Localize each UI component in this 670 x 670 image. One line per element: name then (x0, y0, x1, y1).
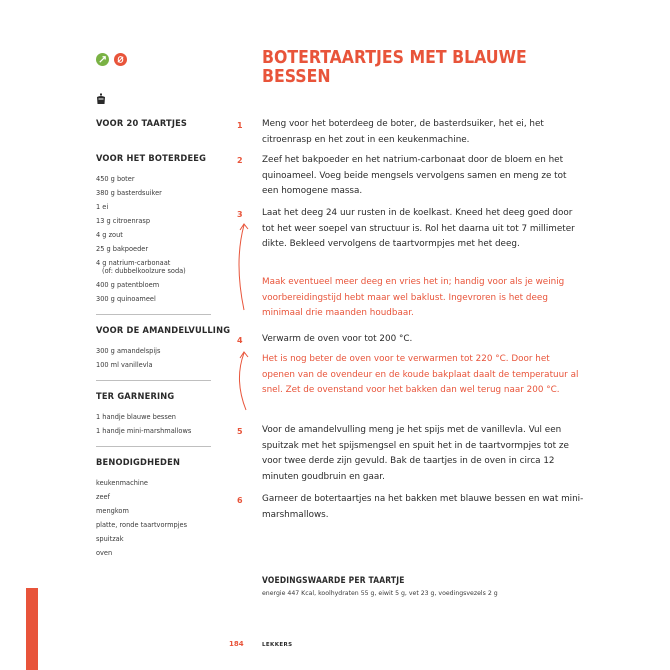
step-text: Voor de amandelvulling meng je het spijs met de vanillevla. Vul een spuitzak met het spijsmengsel en spuit het in de taartvormpjes tot ze voor twee derde zijn gevuld. Bak de taartjes in de oven in circa 12 minuten goudbruin en gaar. (262, 425, 569, 482)
step-number: 2 (237, 156, 243, 165)
section-boterdeeg (96, 153, 246, 306)
ingredient: 380 g basterdsuiker (96, 189, 162, 197)
pot-icon (96, 93, 106, 105)
recipe-title: BOTERTAARTJES MET BLAUWE BESSEN (262, 48, 527, 87)
step-text: Verwarm de oven voor tot 200 °C. (262, 334, 413, 344)
section-benodigdheden (96, 457, 246, 560)
tip-text: Het is nog beter de oven voor te verwarmen tot 220 °C. Door het openen van de ovendeur en de koude bakplaat daalt de temperatuur al snel. Zet de ovenstand voor het bakken dan wel terug naar 200 °C. (262, 354, 579, 396)
ingredient: 100 ml vanillevla (96, 361, 153, 369)
equipment-list (96, 476, 246, 560)
ingredient: 13 g citroenrasp (96, 217, 151, 225)
ingredient: 1 handje blauwe bessen (96, 413, 176, 421)
equipment-item: platte, ronde taartvormpjes (96, 521, 188, 529)
equipment-item: spuitzak (96, 535, 124, 543)
ingredient: 300 g quinoameel (96, 295, 156, 303)
ingredient: 25 g bakpoeder (96, 245, 149, 253)
nutrition-heading: VOEDINGSWAARDE PER TAARTJE (262, 575, 405, 585)
step-text: Meng voor het boterdeeg de boter, de basterdsuiker, het ei, het citroenrasp en het zout in een keukenmachine. (262, 119, 544, 145)
ingredient: 4 g zout (96, 231, 123, 239)
ingredient (96, 256, 246, 275)
vegetarian-icon (96, 53, 109, 66)
ingredient-main: 4 g natrium-carbonaat (96, 259, 171, 267)
divider (96, 380, 211, 381)
ingredient-list (96, 172, 246, 306)
tip-text: Maak eventueel meer deeg en vries het in; handig voor als je weinig voorbereidingstijd hebt maar wel baklust. Ingevroren is het deeg minimaal drie maanden houdbaar. (262, 277, 565, 319)
equipment-item: zeef (96, 493, 110, 501)
section-name: LEKKERS (262, 642, 293, 648)
section-heading: TER GARNERING (96, 391, 175, 402)
section-amandelvulling (96, 325, 246, 372)
diet-icons (96, 53, 127, 66)
section-heading: VOOR HET BOTERDEEG (96, 153, 207, 164)
equipment-item: keukenmachine (96, 479, 148, 487)
ingredient-list (96, 344, 246, 372)
no-nuts-icon (114, 53, 127, 66)
ingredient: 450 g boter (96, 175, 135, 183)
ingredient: 400 g patentbloem (96, 281, 160, 289)
nutrition-text: energie 447 Kcal, koolhydraten 55 g, eiwit 5 g, vet 23 g, voedingsvezels 2 g (262, 590, 498, 597)
divider (96, 446, 211, 447)
step-number: 1 (237, 121, 243, 130)
tip-arrow-icon (236, 350, 256, 414)
yield: VOOR 20 TAARTJES (96, 118, 188, 129)
step-text: Garneer de botertaartjes na het bakken met blauwe bessen en wat mini-marshmallows. (262, 494, 584, 520)
step-number: 5 (237, 427, 243, 436)
step-number: 3 (237, 210, 243, 219)
equipment-item: mengkom (96, 507, 129, 515)
ingredient: 1 handje mini-marshmallows (96, 427, 192, 435)
accent-bar (26, 588, 38, 670)
page-number: 184 (229, 640, 244, 648)
ingredient-note: (of: dubbelkoolzure soda) (102, 267, 186, 275)
equipment-item: oven (96, 549, 113, 557)
step-text: Zeef het bakpoeder en het natrium-carbonaat door de bloem en het quinoameel. Voeg beide mengsels vervolgens samen en meng ze tot een homogene massa. (262, 155, 567, 197)
section-heading: BENODIGDHEDEN (96, 457, 181, 468)
section-garnering (96, 391, 246, 438)
ingredient: 300 g amandelspijs (96, 347, 161, 355)
section-heading: VOOR DE AMANDELVULLING (96, 325, 231, 336)
ingredient: 1 ei (96, 203, 109, 211)
ingredients-sidebar (96, 118, 246, 560)
divider (96, 314, 211, 315)
step-number: 6 (237, 496, 243, 505)
tip-arrow-icon (236, 222, 256, 314)
step-text: Laat het deeg 24 uur rusten in de koelkast. Kneed het deeg goed door tot het weer soepel van structuur is. Rol het daarna uit tot 7 millimeter dikte. Bekleed vervolgens de taartvormpjes met het deeg. (262, 208, 575, 250)
ingredient-list (96, 410, 246, 438)
step-number: 4 (237, 336, 243, 345)
